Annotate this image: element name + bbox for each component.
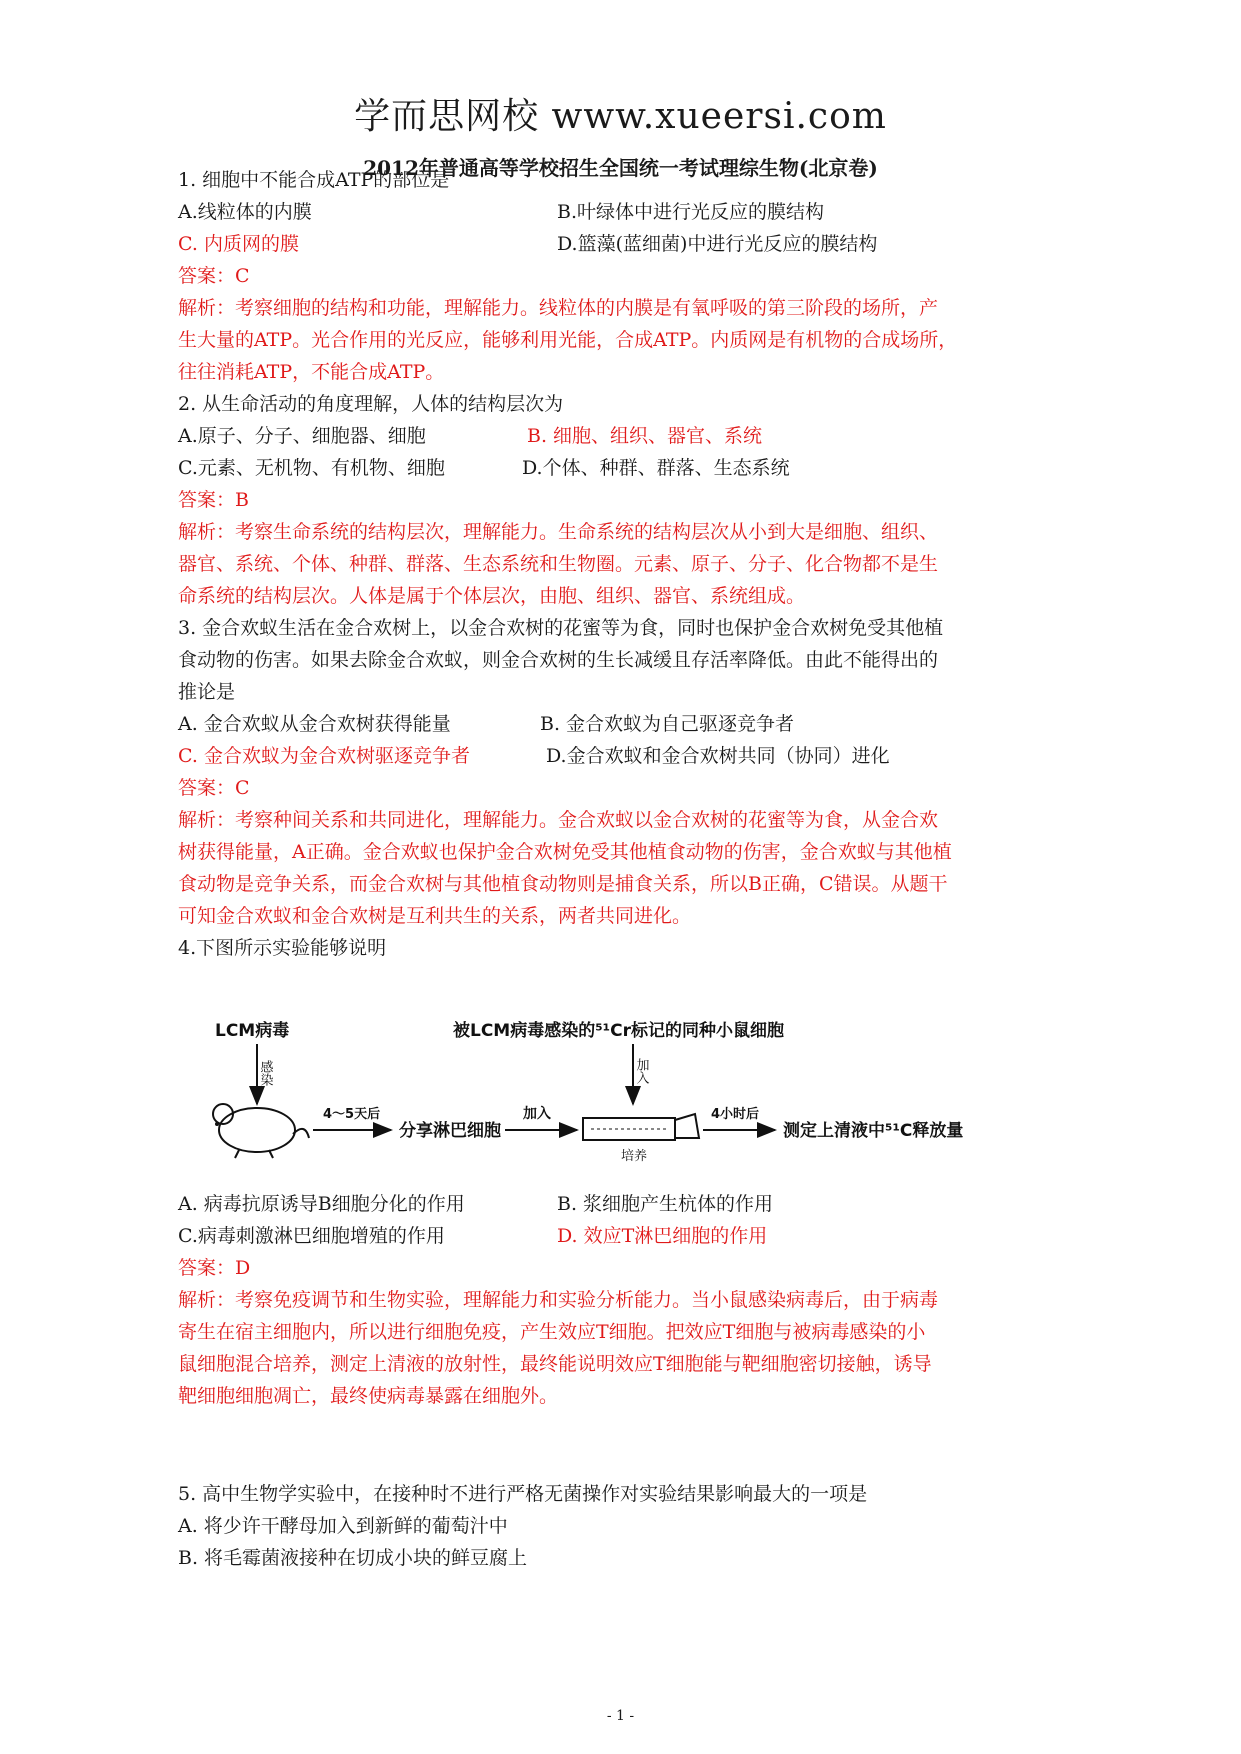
q4-analysis-line: 靶细胞细胞凋亡，最终使病毒暴露在细胞外。 (178, 1385, 559, 1407)
q1-option-c: C. 内质网的膜 (178, 233, 299, 255)
q5-stem: 5. 高中生物学实验中，在接种时不进行严格无菌操作对实验结果影响最大的一项是 (178, 1483, 868, 1505)
q2-option-d: D.个体、种群、群落、生态系统 (522, 457, 790, 479)
q3-stem-line: 3. 金合欢蚁生活在金合欢树上，以金合欢树的花蜜等为食，同时也保护金合欢树免受其他植 (178, 617, 944, 639)
diagram-target-cells-label: 被LCM病毒感染的⁵¹Cr标记的同种小鼠细胞 (453, 1021, 784, 1041)
q2-option-b: B. 细胞、组织、器官、系统 (527, 425, 763, 447)
q1-analysis-line: 解析：考察细胞的结构和功能，理解能力。线粒体的内膜是有氧呼吸的第三阶段的场所，产 (178, 297, 939, 319)
q2-analysis-line: 命系统的结构层次。人体是属于个体层次，由胞、组织、器官、系统组成。 (178, 585, 806, 607)
q3-option-a: A. 金合欢蚁从金合欢树获得能量 (178, 713, 451, 735)
header-brand: 学而思网校 www.xueersi.com (354, 96, 887, 137)
q3-analysis-line: 解析：考察种间关系和共同进化，理解能力。金合欢蚁以金合欢树的花蜜等为食，从金合欢 (178, 809, 939, 831)
q3-option-d: D.金合欢蚁和金合欢树共同（协同）进化 (546, 745, 890, 767)
q3-option-b: B. 金合欢蚁为自己驱逐竞争者 (540, 713, 795, 735)
diagram-add-label: 加入 (523, 1106, 551, 1122)
experiment-diagram (205, 1012, 1035, 1172)
q2-analysis-line: 器官、系统、个体、种群、群落、生态系统和生物圈。元素、原子、分子、化合物都不是生 (178, 553, 939, 575)
q5-option-b: B. 将毛霉菌液接种在切成小块的鲜豆腐上 (178, 1547, 528, 1569)
q2-option-a: A.原子、分子、细胞器、细胞 (178, 425, 426, 447)
q2-analysis-line: 解析：考察生命系统的结构层次，理解能力。生命系统的结构层次从小到大是细胞、组织、 (178, 521, 939, 543)
q4-option-a: A. 病毒抗原诱导B细胞分化的作用 (178, 1193, 465, 1215)
q2-answer: 答案：B (178, 489, 249, 511)
test-tube-icon (583, 1114, 699, 1140)
q4-analysis-line: 寄生在宿主细胞内，所以进行细胞免疫，产生效应T细胞。把效应T细胞与被病毒感染的小 (178, 1321, 926, 1343)
q3-answer: 答案：C (178, 777, 250, 799)
q3-analysis-line: 树获得能量，A正确。金合欢蚁也保护金合欢树免受其他植食动物的伤害，金合欢蚁与其他植 (178, 841, 952, 863)
diagram-culture-label: 培养 (621, 1149, 648, 1164)
q1-option-b: B.叶绿体中进行光反应的膜结构 (557, 201, 825, 223)
diagram-infect-label: 感染 (257, 1060, 273, 1086)
diagram-virus-label: LCM病毒 (215, 1021, 290, 1041)
page-number: - 1 - (606, 1708, 635, 1724)
q1-answer: 答案：C (178, 265, 250, 287)
diagram-days-label: 4～5天后 (323, 1107, 381, 1122)
mouse-icon (213, 1104, 309, 1158)
q3-analysis-line: 食动物是竞争关系，而金合欢树与其他植食动物则是捕食关系，所以B正确，C错误。从题干 (178, 873, 948, 895)
q3-stem-line: 食动物的伤害。如果去除金合欢蚁，则金合欢树的生长减缓且存活率降低。由此不能得出的 (178, 649, 939, 671)
q1-analysis-line: 生大量的ATP。光合作用的光反应，能够利用光能，合成ATP。内质网是有机物的合成场所， (178, 329, 958, 351)
q1-option-a: A.线粒体的内膜 (178, 201, 312, 223)
q4-option-b: B. 浆细胞产生杭体的作用 (557, 1193, 774, 1215)
q2-option-c: C.元素、无机物、有机物、细胞 (178, 457, 445, 479)
q5-option-a: A. 将少许干酵母加入到新鲜的葡萄汁中 (178, 1515, 508, 1537)
q3-stem-line: 推论是 (178, 681, 236, 703)
q1-analysis-line: 往往消耗ATP，不能合成ATP。 (178, 361, 445, 383)
q4-stem: 4.下图所示实验能够说明 (178, 937, 387, 959)
q4-option-c: C.病毒刺激淋巴细胞增殖的作用 (178, 1225, 445, 1247)
diagram-measure-label: 测定上清液中⁵¹C释放量 (783, 1121, 964, 1141)
q3-option-c: C. 金合欢蚁为金合欢树驱逐竞争者 (178, 745, 470, 767)
q4-analysis-line: 解析：考察免疫调节和生物实验，理解能力和实验分析能力。当小鼠感染病毒后，由于病毒 (178, 1289, 939, 1311)
q1-stem: 1. 细胞中不能合成ATP的部位是 (178, 169, 450, 191)
q4-option-d: D. 效应T淋巴细胞的作用 (557, 1225, 768, 1247)
q3-analysis-line: 可知金合欢蚁和金合欢树是互利共生的关系，两者共同进化。 (178, 905, 692, 927)
q4-analysis-line: 鼠细胞混合培养，测定上清液的放射性，最终能说明效应T细胞能与靶细胞密切接触，诱导 (178, 1353, 932, 1375)
exam-title: 2012年普通高等学校招生全国统一考试理综生物(北京卷) (363, 156, 878, 180)
diagram-hours-label: 4小时后 (711, 1107, 760, 1122)
q4-answer: 答案：D (178, 1257, 251, 1279)
diagram-add2-label: 加入 (633, 1058, 649, 1084)
diagram-lymph-label: 分享淋巴细胞 (399, 1121, 501, 1141)
q1-option-d: D.篮藻(蓝细菌)中进行光反应的膜结构 (557, 233, 878, 255)
q2-stem: 2. 从生命活动的角度理解，人体的结构层次为 (178, 393, 564, 415)
